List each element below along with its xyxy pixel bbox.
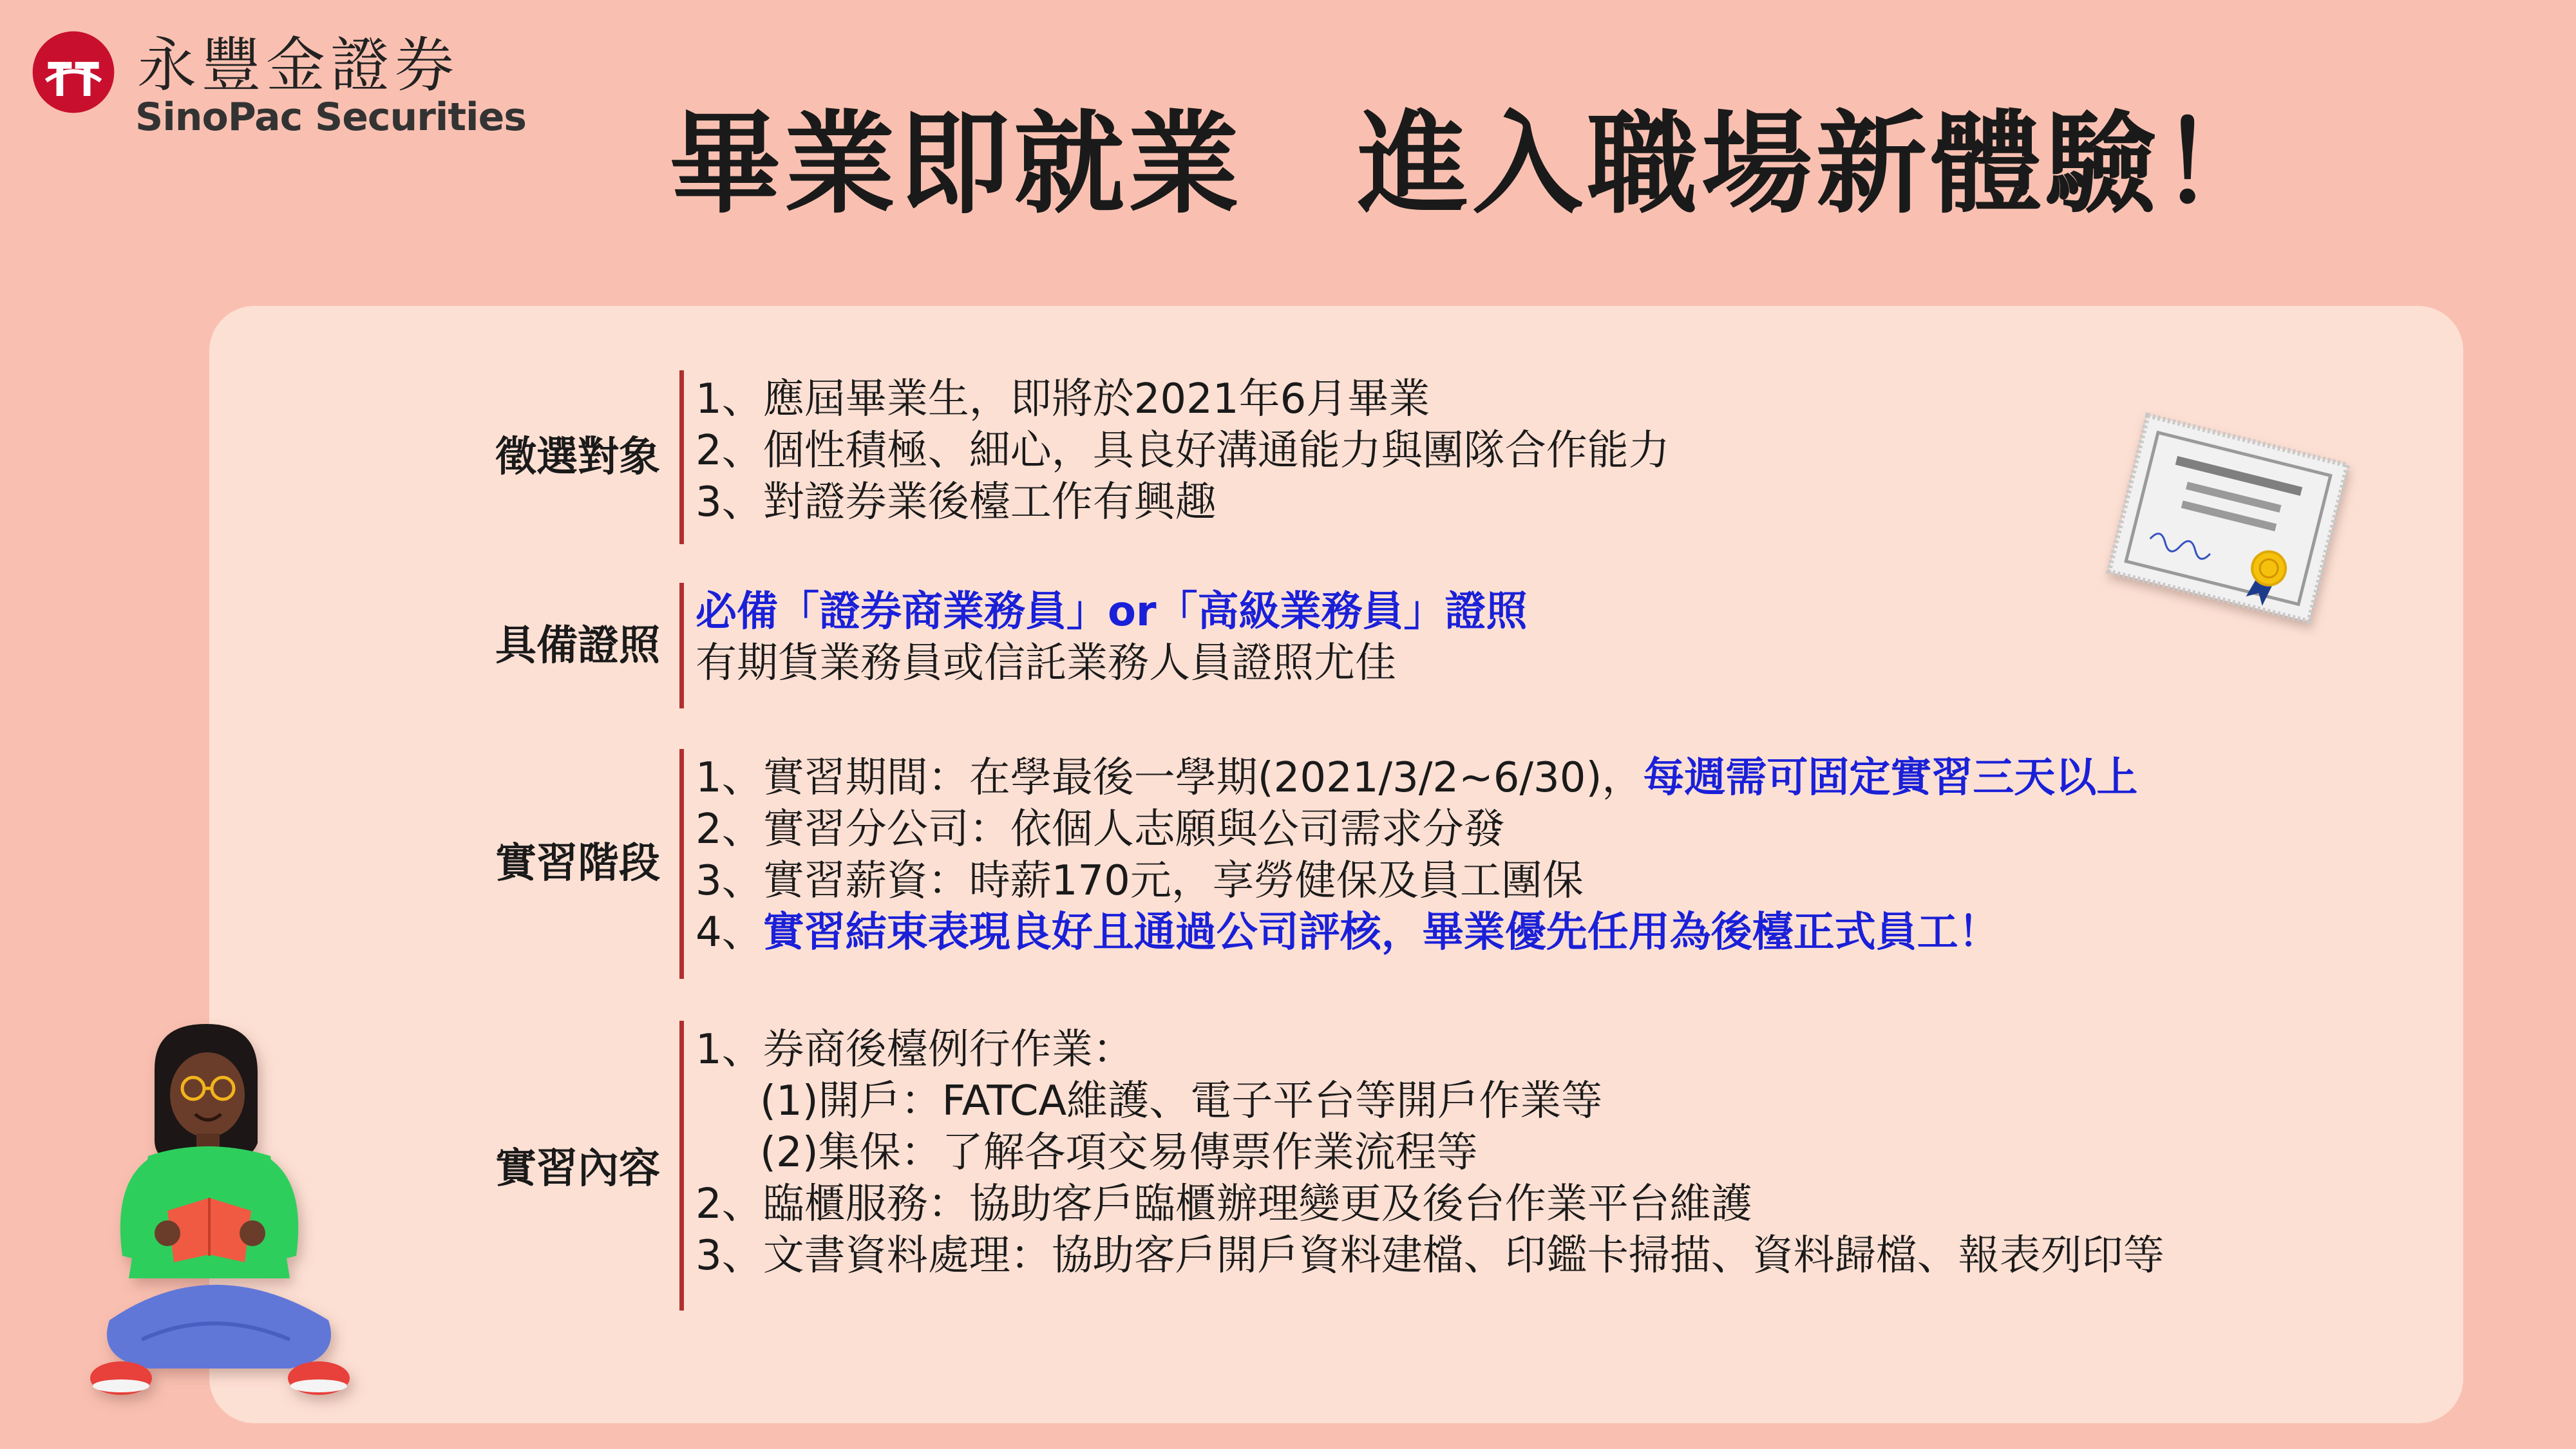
highlight-text: 每週需可固定實習三天以上 — [1643, 754, 2138, 802]
section-lines — [696, 752, 2137, 958]
list-item: 1、券商後檯例行作業： — [696, 1026, 1134, 1074]
section-divider-bar — [679, 370, 684, 544]
page-title: 畢業即就業 進入職場新體驗！ — [670, 99, 2275, 229]
section-divider-bar — [679, 1021, 684, 1311]
section-label: 徵選對象 — [495, 433, 660, 481]
person-reading-icon — [71, 1018, 374, 1423]
section-label: 具備證照 — [495, 622, 660, 670]
list-item: (2)集保：了解各項交易傳票作業流程等 — [760, 1129, 1478, 1177]
list-item: 4、實習結束表現良好且通過公司評核，畢業優先任用為後檯正式員工！ — [696, 909, 2000, 956]
list-item: 2、臨櫃服務：協助客戶臨櫃辦理變更及後台作業平台維護 — [696, 1180, 1752, 1228]
list-item: 1、實習期間：在學最後一學期(2021/3/2~6/30)，每週需可固定實習三天以上 — [696, 754, 2138, 802]
brand-name-en: SinoPac Securities — [135, 95, 527, 140]
brand-name-cn: 永豐金證券 — [137, 31, 460, 100]
section-label: 實習階段 — [495, 840, 660, 887]
brand-logo — [31, 26, 527, 148]
section-divider-bar — [679, 749, 684, 979]
section-label: 實習內容 — [495, 1145, 660, 1193]
highlight-text: 實習結束表現良好且通過公司評核，畢業優先任用為後檯正式員工！ — [762, 909, 2000, 956]
list-item: 1、應屆畢業生，即將於2021年6月畢業 — [696, 375, 1430, 423]
certificate-icon — [2093, 399, 2363, 638]
section-divider-bar — [679, 583, 684, 708]
section-recruitment-target — [209, 370, 2334, 544]
list-item — [696, 586, 1528, 638]
list-item: 2、實習分公司：依個人志願與公司需求分發 — [696, 806, 1505, 853]
section-lines — [696, 586, 1528, 689]
sinopac-logo-icon — [31, 30, 116, 115]
list-item: 2、個性積極、細心，具良好溝通能力與團隊合作能力 — [696, 427, 1670, 475]
list-item: 3、實習薪資：時薪170元，享勞健保及員工團保 — [696, 857, 1584, 905]
list-item: 3、對證券業後檯工作有興趣 — [696, 478, 1217, 526]
highlight-text: 必備「證券商業務員」or「高級業務員」證照 — [696, 588, 1528, 636]
list-item: 有期貨業務員或信託業務人員證照尤佳 — [696, 639, 1396, 687]
section-internship-content — [209, 1021, 2334, 1311]
section-internship-stage — [209, 749, 2334, 979]
section-lines — [696, 1024, 2164, 1282]
section-required-license — [209, 583, 2334, 708]
section-lines — [696, 374, 1670, 528]
list-item: 3、文書資料處理：協助客戶開戶資料建檔、印鑑卡掃描、資料歸檔、報表列印等 — [696, 1232, 2164, 1280]
list-item: (1)開戶：FATCA維護、電子平台等開戶作業等 — [760, 1077, 1603, 1125]
